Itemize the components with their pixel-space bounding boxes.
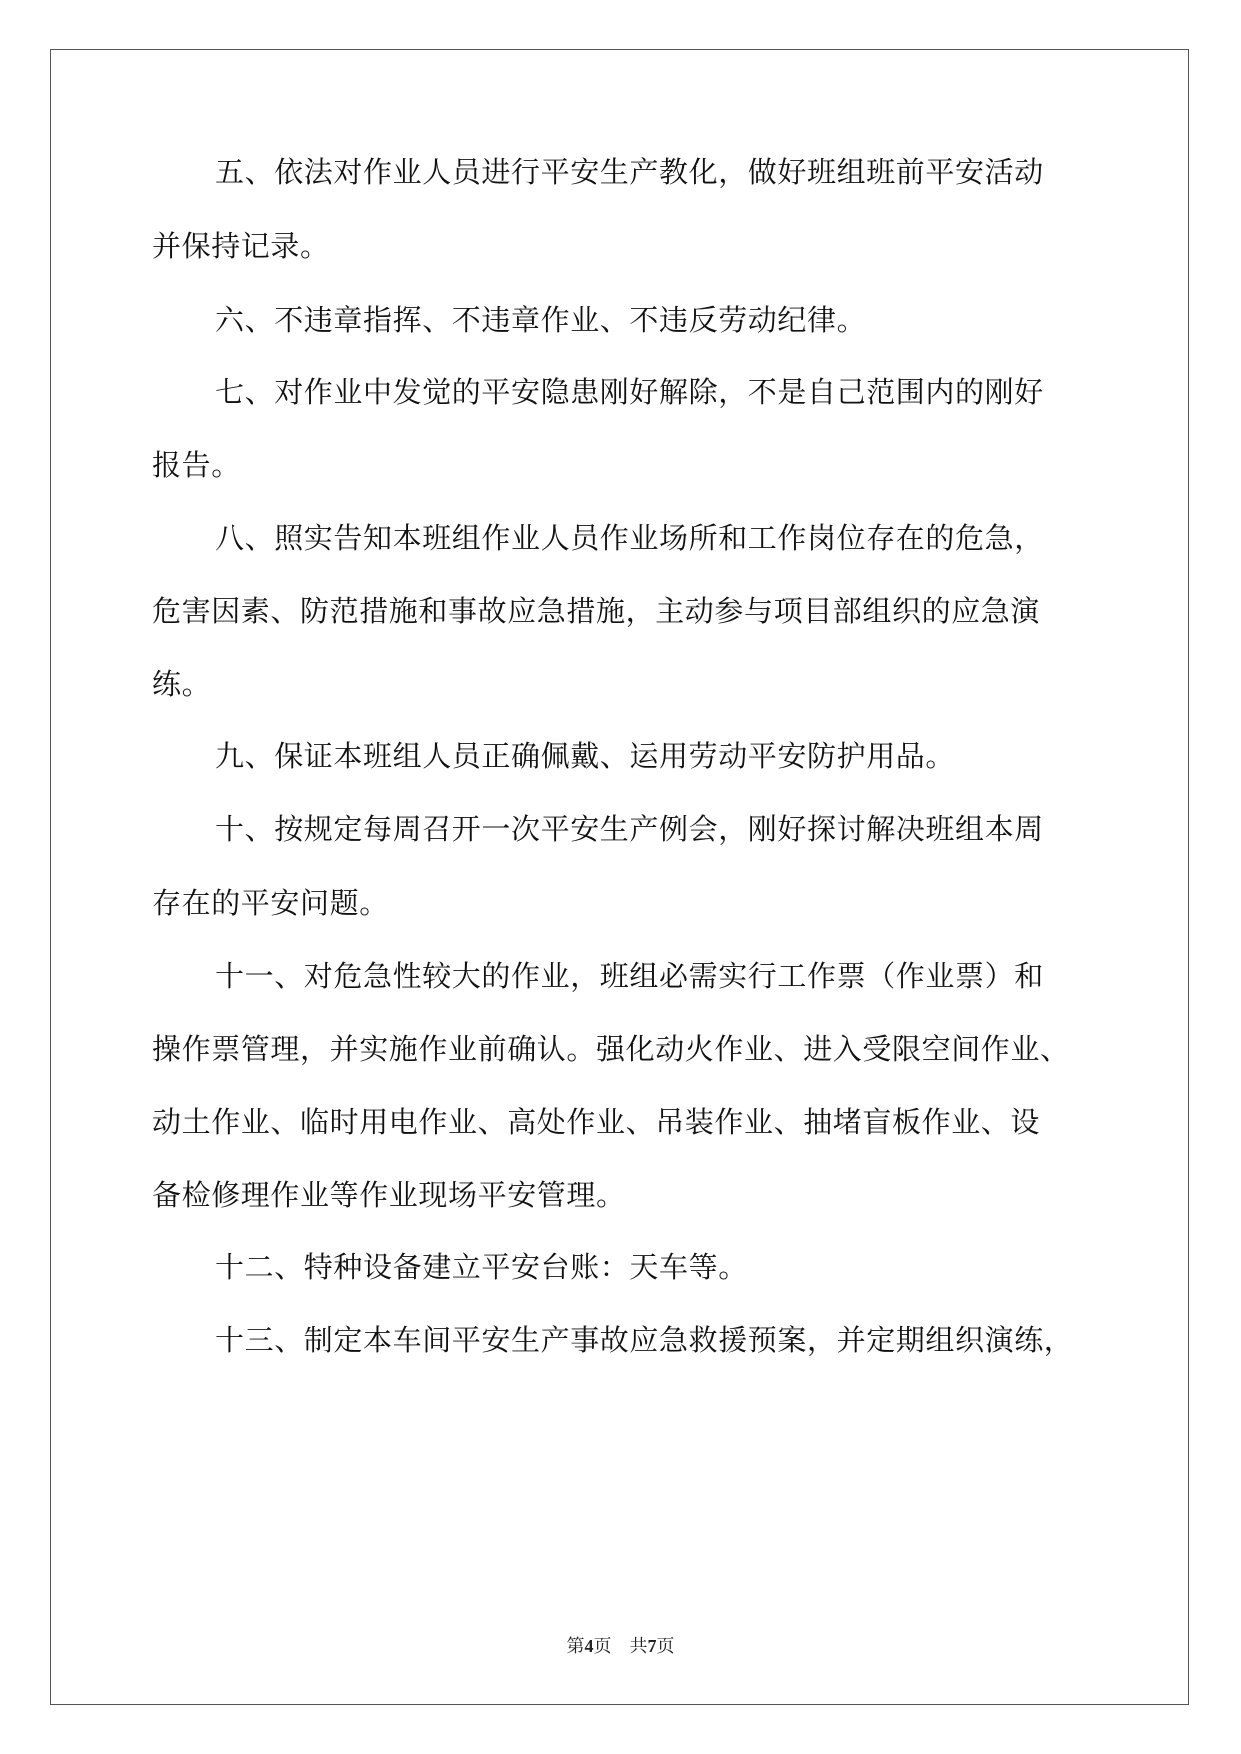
paragraph-8-line-1: 八、照实告知本班组作业人员作业场所和工作岗位存在的危急， <box>215 521 1044 555</box>
paragraph-11-line-1: 十一、对危急性较大的作业，班组必需实行工作票（作业票）和 <box>215 959 1044 993</box>
paragraph-12-line-1: 十二、特种设备建立平安台账：天车等。 <box>215 1250 748 1284</box>
paragraph-5-line-1: 五、依法对作业人员进行平安生产教化，做好班组班前平安活动 <box>215 155 1044 189</box>
page-footer <box>0 1634 1241 1658</box>
paragraph-11-line-2: 操作票管理，并实施作业前确认。强化动火作业、进入受限空间作业、 <box>152 1032 1070 1066</box>
paragraph-8-line-3: 练。 <box>152 667 212 701</box>
page-suffix: 页 <box>656 1636 675 1656</box>
paragraph-5-line-2: 并保持记录。 <box>152 229 330 263</box>
current-page-number: 4 <box>584 1636 594 1656</box>
total-page-number: 7 <box>647 1636 657 1656</box>
paragraph-8-line-2: 危害因素、防范措施和事故应急措施，主动参与项目部组织的应急演 <box>152 594 1041 628</box>
paragraph-11-line-4: 备检修理作业等作业现场平安管理。 <box>152 1178 626 1212</box>
paragraph-13-line-1: 十三、制定本车间平安生产事故应急救援预案，并定期组织演练， <box>215 1323 1074 1357</box>
paragraph-10-line-2: 存在的平安问题。 <box>152 886 389 920</box>
paragraph-6-line-1: 六、不违章指挥、不违章作业、不违反劳动纪律。 <box>215 303 867 337</box>
page-mid-text: 页 共 <box>593 1636 648 1656</box>
paragraph-11-line-3: 动土作业、临时用电作业、高处作业、吊装作业、抽堵盲板作业、设 <box>152 1105 1041 1139</box>
page-prefix: 第 <box>566 1636 585 1656</box>
page-border <box>50 49 1189 1705</box>
paragraph-9-line-1: 九、保证本班组人员正确佩戴、运用劳动平安防护用品。 <box>215 739 956 773</box>
paragraph-10-line-1: 十、按规定每周召开一次平安生产例会，刚好探讨解决班组本周 <box>215 812 1044 846</box>
paragraph-7-line-2: 报告。 <box>152 448 241 482</box>
paragraph-7-line-1: 七、对作业中发觉的平安隐患刚好解除，不是自己范围内的刚好 <box>215 375 1044 409</box>
